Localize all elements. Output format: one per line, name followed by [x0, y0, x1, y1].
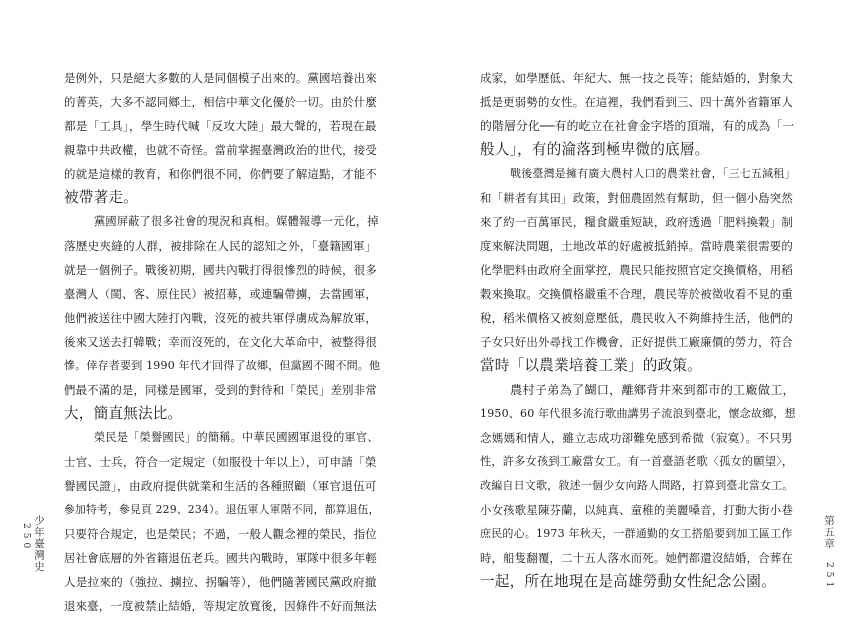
- text-line: 一起，所在地現在是高雄勞動女性紀念公園。: [480, 573, 776, 590]
- left-page-number: 250: [21, 523, 31, 553]
- text-line: 時，船隻翻覆，二十五人落水而死。她們都還沒結婚，合葬在: [480, 551, 793, 565]
- text-line: 當時「以農業培養工業」的政策。: [480, 357, 702, 374]
- text-line: 抵是更弱勢的女性。在這裡，我們看到三、四十萬外省籍軍人: [480, 95, 793, 109]
- text-line: 他們被送往中國大陸打內戰，沒死的被共軍俘虜成為解放軍，: [64, 311, 377, 325]
- left-running-head: 少年臺灣史: [33, 515, 45, 573]
- text-line: 戰後臺灣是擁有廣大農村人口的農業社會，「三七五減租」: [510, 167, 796, 180]
- text-line: 參加特考，參見頁 229、234）。退伍軍人軍階不同，都算退伍，: [64, 503, 380, 516]
- text-line: 來了約一百萬軍民，糧食嚴重短缺，政府透過「肥料換穀」制: [480, 215, 793, 229]
- left-folio: [20, 515, 47, 603]
- right-folio: [822, 515, 837, 591]
- text-line: 譽國民證」，由政府提供就業和生活的各種照顧（軍官退伍可: [64, 479, 377, 493]
- text-line: 性，許多女孩到工廠當女工。有一首臺語老歌〈孤女的願望〉，: [480, 455, 794, 468]
- text-line: 改編自日文歌，敘述一個少女向路人問路，打算到臺北當女工。: [480, 479, 794, 492]
- right-page-text: [480, 66, 796, 594]
- text-line: 都是「工具」，學生時代喊「反攻大陸」最大聲的，若現在最: [64, 119, 377, 133]
- text-line: 親靠中共政權，也就不奇怪。當前掌握臺灣政治的世代，接受: [64, 143, 377, 157]
- text-line: 士官、士兵，符合一定規定（如服役十年以上），可申請「榮: [64, 455, 377, 469]
- text-line: 被帶著走。: [64, 189, 138, 206]
- text-line: 慘。倖存者要到 1990 年代才回得了故鄉，但黨國不聞不問。他: [64, 359, 380, 372]
- text-line: 大，簡直無法比。: [64, 405, 183, 422]
- text-line: 農村子弟為了餬口，離鄉背井來到都市的工廠做工，: [510, 383, 795, 397]
- text-line: 庶民的心。1973 年秋天，一群通勤的女工搭船要到加工區工作: [480, 527, 793, 540]
- text-line: 的階層分化──有的屹立在社會金字塔的頂端，有的成為「一: [480, 119, 795, 133]
- text-line: 稅，稻米價格又被刻意壓低，農民收入不夠維持生活，他們的: [480, 311, 793, 325]
- right-page: [425, 0, 850, 603]
- text-line: 人是拉來的（強拉、擄拉、拐騙等），他們隨著國民黨政府撤: [64, 575, 377, 589]
- text-line: 念媽媽和情人，雖立志成功卻難免感到希微（寂寞）。不只男: [480, 431, 793, 445]
- text-line: 化學肥料由政府全面掌控，農民只能按照官定交換價格，用稻: [480, 263, 793, 277]
- text-line: 成家，如學歷低、年紀大、無一技之長等；能結婚的，對象大: [480, 71, 793, 85]
- text-line: 子女只好出外尋找工作機會，正好提供工廠廉價的勞力，符合: [480, 335, 793, 349]
- text-line: 們最不滿的是，同樣是國軍，受到的對待和「榮民」差別非常: [64, 383, 377, 397]
- text-line: 1950、60 年代很多流行歌曲講男子流浪到臺北，懷念故鄉，想: [480, 407, 796, 420]
- text-line: 就是一個例子。戰後初期，國共內戰打得很慘烈的時候，很多: [64, 263, 377, 277]
- right-page-number: 251: [824, 561, 834, 592]
- text-line: 榮民是「榮譽國民」的簡稱。中華民國國軍退役的軍官、: [94, 431, 379, 444]
- text-line: 落歷史夾縫的人群，被排除在人民的認知之外，「臺籍國軍」: [64, 239, 377, 253]
- text-line: 是例外，只是絕大多數的人是同個模子出來的。黨國培養出來: [64, 71, 377, 85]
- text-line: 的就是這樣的教育，和你們很不同，你們要了解這點，才能不: [64, 167, 377, 181]
- left-page-text: [64, 66, 380, 618]
- text-line: 後來又送去打韓戰；幸而沒死的，在文化大革命中，被整得很: [64, 335, 377, 349]
- text-line: 退來臺，一度被禁止結婚，等規定放寬後，因條件不好而無法: [64, 599, 377, 613]
- text-line: 度來解決問題，土地改革的好處被抵銷掉。當時農業很需要的: [480, 239, 793, 253]
- text-line: 穀來換取。交換價格嚴重不合理，農民等於被徵收看不見的重: [480, 287, 793, 301]
- text-line: 黨國屏蔽了很多社會的現況和真相。媒體報導一元化，掉: [94, 215, 379, 228]
- left-page: [0, 0, 425, 613]
- text-line: 般人」，有的淪落到極卑微的底層。: [480, 141, 710, 158]
- right-running-head: 第五章: [823, 515, 835, 550]
- text-line: 和「耕者有其田」政策，對佃農固然有幫助，但一個小島突然: [480, 191, 793, 205]
- text-line: 臺灣人（閩、客、原住民）被招募，或連騙帶擄，去當國軍，: [64, 287, 377, 301]
- text-line: 小女孩歌星陳芬蘭，以純真、童稚的美麗嗓音，打動大街小巷: [480, 503, 793, 517]
- text-line: 居社會底層的外省籍退伍老兵。國共內戰時，軍隊中很多年輕: [64, 551, 377, 565]
- text-line: 只要符合規定，也是榮民；不過，一般人觀念裡的榮民，指位: [64, 527, 377, 541]
- text-line: 的菁英，大多不認同鄉土，相信中華文化優於一切。由於什麼: [64, 95, 377, 109]
